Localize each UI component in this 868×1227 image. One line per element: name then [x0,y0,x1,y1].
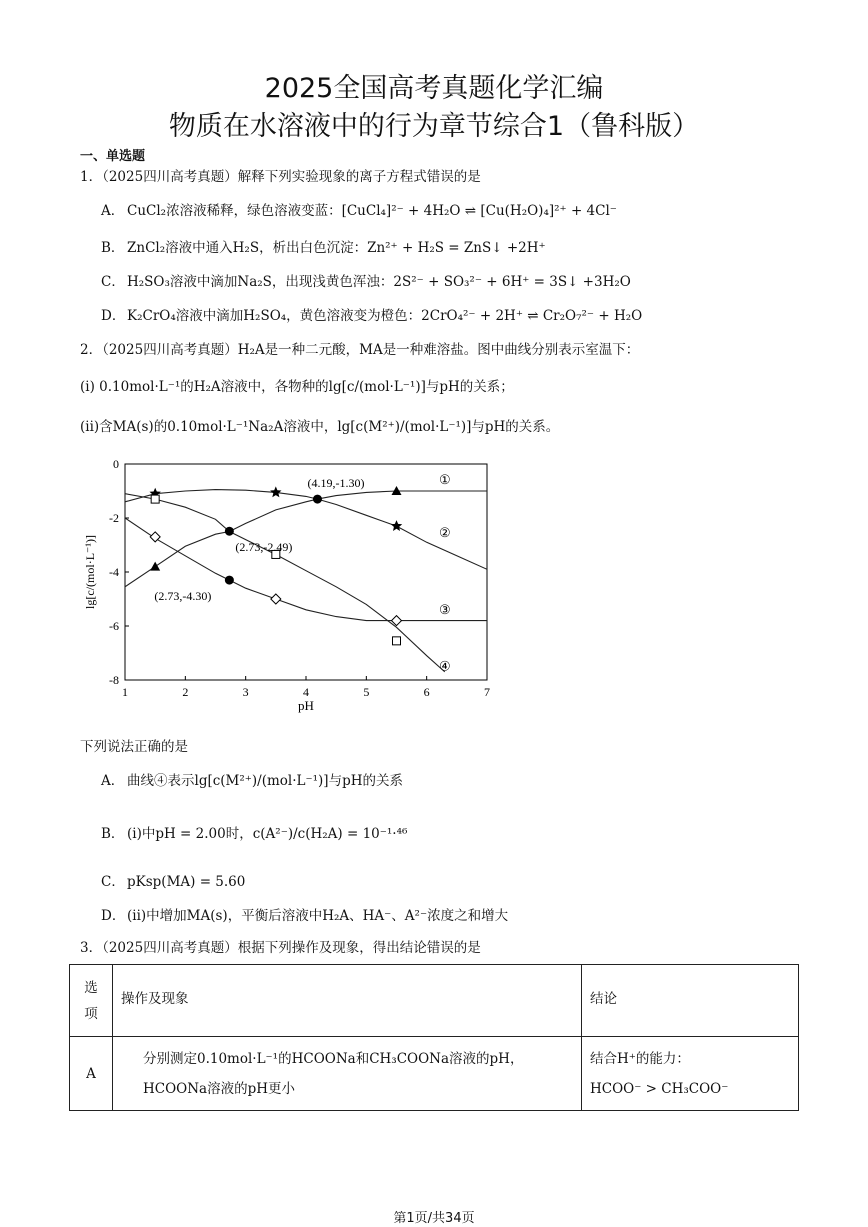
x-axis-label: pH [298,698,314,713]
row-conclusion-line: 结合H⁺的能力： [590,1050,690,1067]
q1-option-a[interactable] [101,199,617,219]
data-point-star [270,486,281,497]
row-operation [113,1037,582,1111]
option-letter: D． [101,308,126,324]
x-tick-label: 6 [423,685,430,699]
page-title-line2: 物质在水溶液中的行为章节综合1（鲁科版） [168,111,700,142]
section-heading: 一、单选题 [80,149,146,164]
chart-svg [80,452,500,727]
page-title-line1: 2025全国高考真题化学汇编 [264,73,604,104]
q2-condition-1: (i) 0.10mol·L⁻¹的H₂A溶液中，各物种的lg[c/(mol·L⁻¹)]与pH的关系； [80,379,514,395]
option-text: H₂SO₃溶液中滴加Na₂S，出现浅黄色浑浊：2S²⁻ + SO₃²⁻ + 6H⁺ = 3S↓ +3H₂O [127,274,631,290]
point-annotation: (2.73,-2.49) [235,540,293,555]
option-letter: D． [101,908,126,924]
option-letter: C． [101,274,125,290]
q2-stem: 2．（2025四川高考真题）H₂A是一种二元酸，MA是一种难溶盐。图中曲线分别表示室温下： [80,342,640,358]
y-tick-label: -2 [109,511,119,525]
q1-stem: 1．（2025四川高考真题）解释下列实验现象的离子方程式错误的是 [80,169,481,185]
row-option: A [70,1037,113,1111]
row-conclusion-line: HCOO⁻ > CH₃COO⁻ [590,1080,729,1097]
x-tick-label: 7 [484,685,490,699]
q2-option-d[interactable] [101,904,508,924]
y-axis-label: lg[c/(mol·L⁻¹)] [83,535,97,609]
q3-table [69,964,799,1111]
species-distribution-chart [80,452,500,727]
x-tick-label: 4 [303,685,309,699]
option-letter: C． [101,874,125,890]
page-footer: 第1页/共34页 [393,1211,475,1226]
point-annotation: (2.73,-4.30) [154,589,212,604]
option-letter: B． [101,240,125,256]
header-conclusion: 结论 [582,965,799,1037]
q3-stem: 3．（2025四川高考真题）根据下列操作及现象，得出结论错误的是 [80,940,481,956]
table-header-row [70,965,799,1037]
option-text: 曲线④表示lg[c(M²⁺)/(mol·L⁻¹)]与pH的关系 [127,773,403,789]
series-line [125,518,487,621]
header-operation: 操作及现象 [113,965,582,1037]
y-tick-label: -4 [109,565,119,579]
option-text: ZnCl₂溶液中通入H₂S，析出白色沉淀：Zn²⁺ + H₂S = ZnS↓ +2H⁺ [127,240,546,256]
x-tick-label: 5 [363,685,370,699]
option-text: (ii)中增加MA(s)，平衡后溶液中H₂A、HA⁻、A²⁻浓度之和增大 [127,908,509,924]
option-letter: A． [101,203,125,219]
option-text: (i)中pH = 2.00时，c(A²⁻)/c(H₂A) = 10⁻¹·⁴⁶ [127,826,408,842]
option-letter: B． [101,826,125,842]
y-tick-label: 0 [113,457,119,471]
header-option [70,965,113,1037]
q2-option-a[interactable] [101,769,403,789]
q1-option-c[interactable] [101,270,631,290]
point-annotation: (4.19,-1.30) [307,476,365,491]
y-tick-label: -8 [109,673,119,687]
data-point-circle [313,495,322,504]
option-letter: A． [101,773,125,789]
data-point-diamond [271,594,281,604]
row-operation-line: HCOONa溶液的pH更小 [143,1080,296,1097]
x-tick-label: 3 [242,685,249,699]
data-point-square [151,495,159,503]
row-conclusion [582,1037,799,1111]
x-tick-label: 2 [182,685,189,699]
header-option-line: 选 [84,979,98,996]
q2-prompt: 下列说法正确的是 [80,739,188,755]
option-text: CuCl₂浓溶液稀释，绿色溶液变蓝：[CuCl₄]²⁻ + 4H₂O ⇌ [Cu(H₂O)₄]²⁺ + 4Cl⁻ [127,203,617,219]
q1-option-b[interactable] [101,236,546,256]
table-row [70,1037,799,1111]
q2-option-b[interactable] [101,822,407,842]
option-text: pKsp(MA) = 5.60 [127,874,246,890]
series-label: ② [438,524,451,540]
series-label: ③ [438,601,451,617]
q2-option-c[interactable] [101,870,245,890]
series-label: ① [438,472,451,488]
q2-condition-2: (ii)含MA(s)的0.10mol·L⁻¹Na₂A溶液中，lg[c(M²⁺)/(mol·L⁻¹)]与pH的关系。 [80,419,560,435]
data-point-triangle [150,562,160,571]
data-point-star [391,520,402,531]
data-point-circle [225,576,234,585]
data-point-circle [225,527,234,536]
x-tick-label: 1 [122,685,128,699]
series-label: ④ [438,658,451,674]
header-option-line: 项 [84,1005,98,1022]
row-operation-line: 分别测定0.10mol·L⁻¹的HCOONa和CH₃COONa溶液的pH， [143,1050,524,1067]
option-text: K₂CrO₄溶液中滴加H₂SO₄，黄色溶液变为橙色：2CrO₄²⁻ + 2H⁺ ⇌ Cr₂O₇²⁻ + H₂O [127,308,643,324]
data-point-square [393,637,401,645]
y-tick-label: -6 [109,619,119,633]
q1-option-d[interactable] [101,304,642,324]
